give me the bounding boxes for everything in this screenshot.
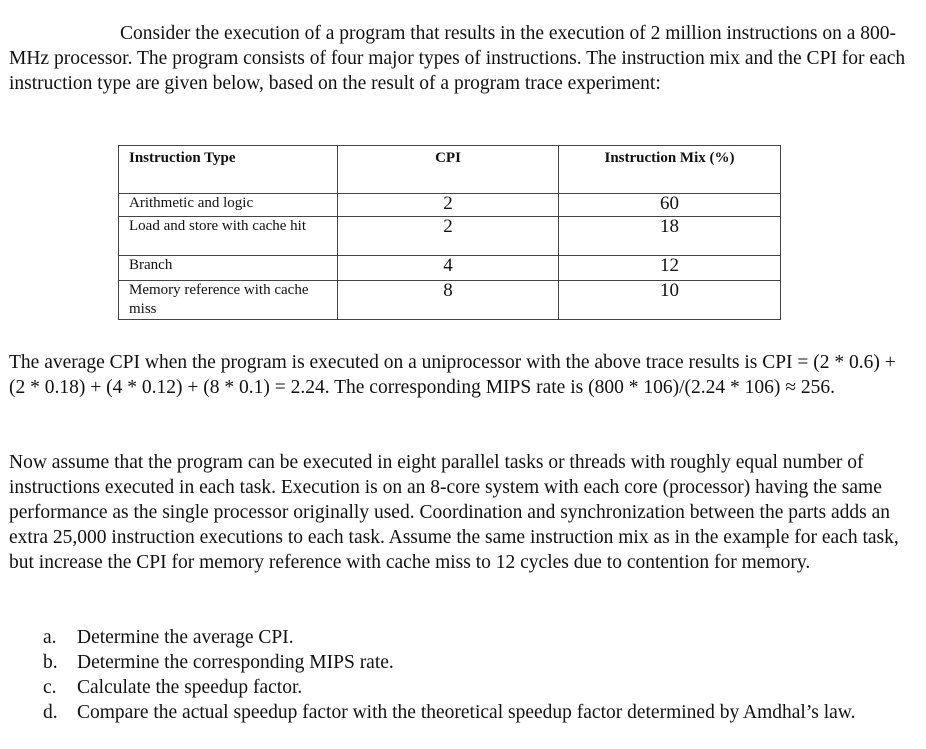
- cell-cpi: 8: [338, 281, 559, 320]
- question-text: Determine the average CPI.: [77, 627, 294, 648]
- table-row: [119, 256, 781, 281]
- cell-instruction-mix: 10: [559, 281, 781, 320]
- question-marker: a.: [43, 627, 57, 648]
- cell-cpi: 4: [338, 256, 559, 281]
- cell-instruction-mix: 60: [559, 194, 781, 217]
- question-item: [0, 650, 860, 675]
- cell-instruction-type: Load and store with cache hit: [119, 217, 338, 256]
- question-list: [0, 625, 860, 725]
- cell-instruction-type: Memory reference with cache miss: [119, 281, 338, 320]
- question-text: Determine the corresponding MIPS rate.: [77, 652, 394, 673]
- header-instruction-type: Instruction Type: [119, 146, 338, 194]
- question-text: Compare the actual speedup factor with the theoretical speedup factor determined by Amdhal’s law.: [77, 702, 856, 723]
- cpi-paragraph: The average CPI when the program is executed on a uniprocessor with the above trace results is CPI = (2 * 0.6) + (2 * 0.18) + (4 * 0.12) + (8 * 0.1) = 2.24. The corresponding MIPS rate is (800 * 106)/(2.24 * 106) ≈ 256.: [9, 352, 896, 398]
- header-cpi: CPI: [338, 146, 559, 194]
- cell-instruction-type: Arithmetic and logic: [119, 194, 338, 217]
- table-header-row: [119, 146, 781, 194]
- table-row: [119, 281, 781, 320]
- question-item: [0, 675, 860, 700]
- header-instruction-mix: Instruction Mix (%): [559, 146, 781, 194]
- parallel-paragraph: Now assume that the program can be executed in eight parallel tasks or threads with roughly equal number of instructions executed in each task. Execution is on an 8-core system with each core (processor) having the same performance as the single processor originally used. Coordination and synchronization between the parts adds an extra 25,000 instruction executions to each task. Assume the same instruction mix as in the example for each task, but increase the CPI for memory reference with cache miss to 12 cycles due to contention for memory.: [9, 452, 899, 573]
- cell-cpi: 2: [338, 194, 559, 217]
- intro-paragraph: Consider the execution of a program that results in the execution of 2 million instructions on a 800-MHz processor. The program consists of four major types of instructions. The instruction mix and the CPI for each instruction type are given below, based on the result of a program trace experiment:: [9, 23, 906, 94]
- cell-instruction-mix: 12: [559, 256, 781, 281]
- question-marker: b.: [43, 652, 58, 673]
- question-item: [0, 700, 860, 725]
- question-marker: c.: [43, 677, 57, 698]
- cell-instruction-mix: 18: [559, 217, 781, 256]
- question-text: Calculate the speedup factor.: [77, 677, 303, 698]
- cell-cpi: 2: [338, 217, 559, 256]
- question-marker: d.: [43, 702, 58, 723]
- table-row: [119, 194, 781, 217]
- question-item: [0, 625, 860, 650]
- instruction-mix-table: [118, 145, 781, 320]
- table-row: [119, 217, 781, 256]
- cell-instruction-type: Branch: [119, 256, 338, 281]
